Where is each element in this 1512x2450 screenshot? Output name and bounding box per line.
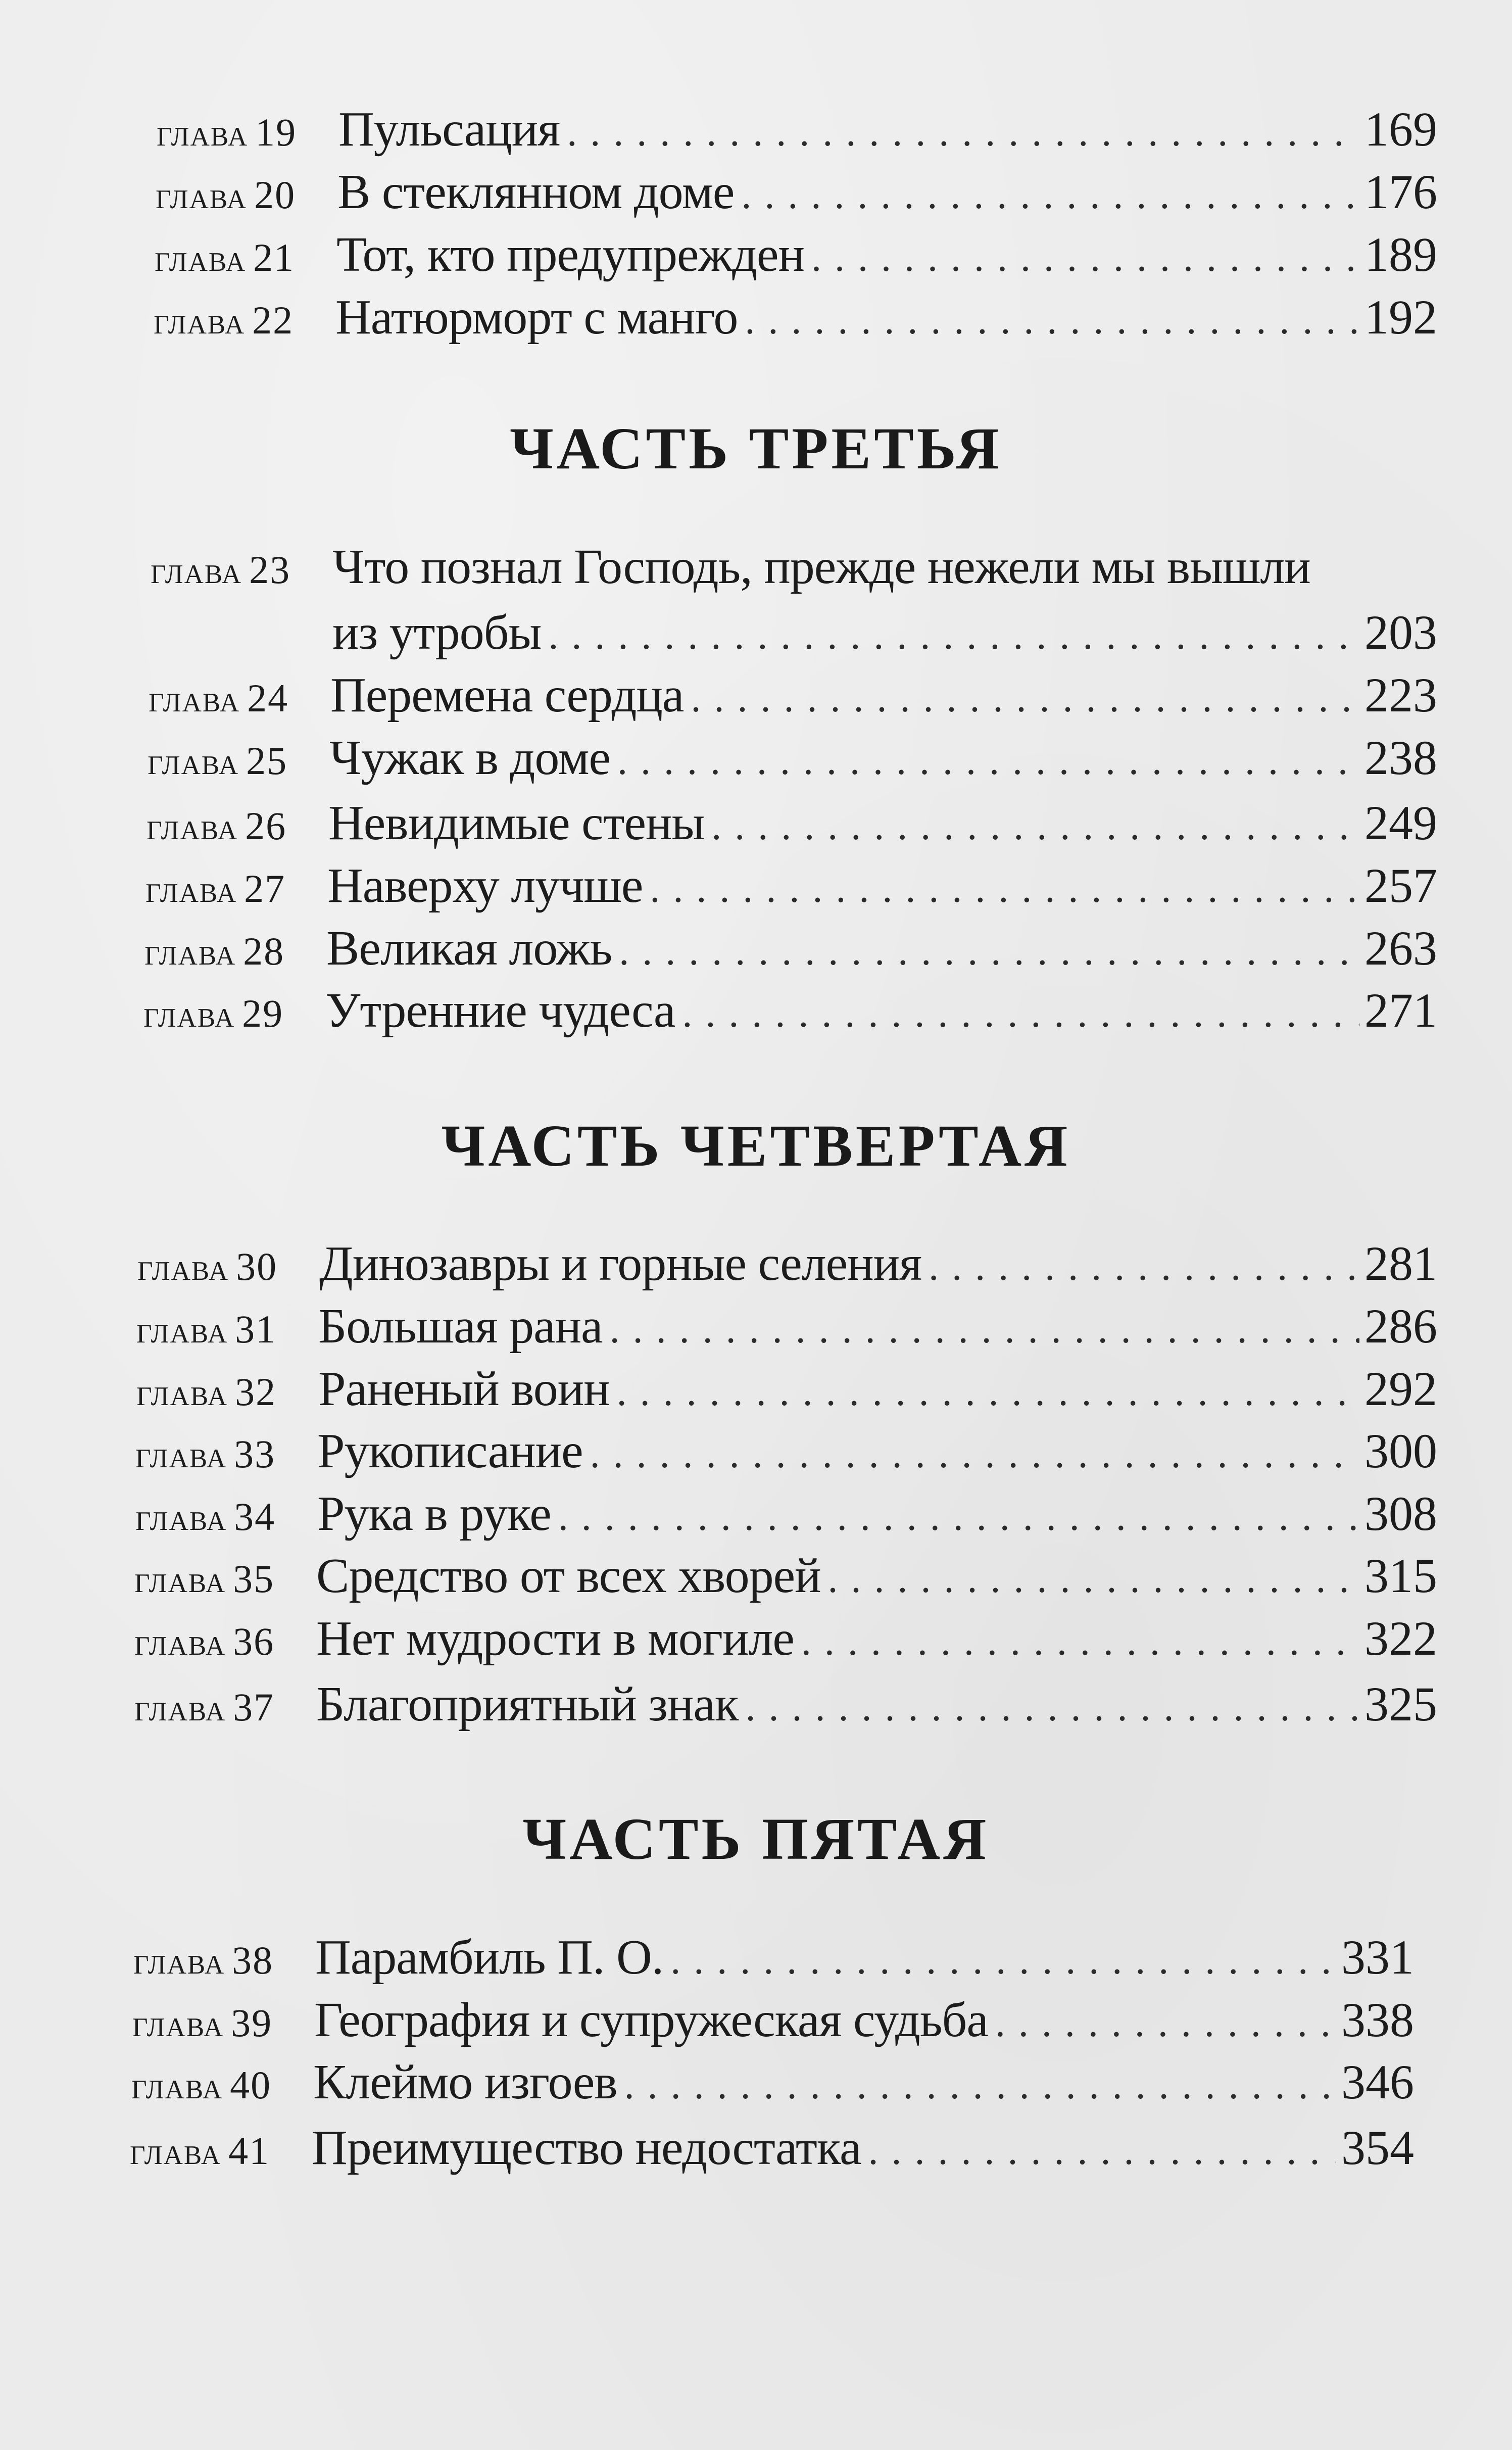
page-number: 203 — [1364, 605, 1437, 659]
chapter-title: Утренние чудеса — [325, 983, 675, 1038]
page-number: 223 — [1364, 668, 1437, 722]
chapter-label: глава 35 — [134, 1557, 275, 1601]
chapter-title: География и супружеская судьба — [314, 1993, 988, 2047]
dot-leader — [650, 866, 1359, 912]
dot-leader — [828, 1556, 1359, 1602]
dot-leader — [670, 1938, 1336, 1984]
toc-entry-35[interactable] — [134, 1548, 1437, 1608]
toc-entry-39[interactable] — [132, 1992, 1414, 2052]
chapter-title: Пульсация — [338, 102, 560, 157]
toc-entry-22[interactable] — [154, 289, 1437, 350]
chapter-title: Чужак в доме — [329, 731, 610, 785]
toc-entry-34[interactable] — [135, 1485, 1437, 1546]
page-number: 263 — [1364, 921, 1437, 975]
page-number: 176 — [1364, 165, 1437, 219]
page-number: 292 — [1364, 1362, 1437, 1416]
chapter-title: Наверху лучше — [327, 858, 643, 913]
toc-entry-41[interactable] — [130, 2120, 1414, 2180]
toc-entry-23[interactable] — [151, 539, 1363, 599]
toc-entry-25[interactable] — [148, 730, 1437, 790]
dot-leader — [617, 738, 1359, 784]
page-number: 325 — [1364, 1677, 1437, 1731]
chapter-label: глава 32 — [136, 1370, 277, 1414]
page-number: 238 — [1364, 731, 1437, 785]
chapter-label: глава 26 — [147, 804, 287, 848]
chapter-label: глава 22 — [154, 298, 294, 342]
chapter-label: глава 31 — [136, 1307, 277, 1351]
chapter-title-line1: Что познал Господь, прежде нежели мы вышли — [332, 540, 1310, 594]
toc-entry-29[interactable] — [143, 982, 1437, 1043]
chapter-title: Натюрморт с манго — [335, 290, 738, 345]
chapter-label: глава 19 — [157, 110, 297, 154]
toc-entry-20[interactable] — [156, 164, 1437, 224]
chapter-label: глава 37 — [134, 1685, 275, 1729]
chapter-title: Благоприятный знак — [316, 1677, 739, 1732]
page-number: 189 — [1364, 227, 1437, 281]
chapter-title: Большая рана — [318, 1299, 603, 1354]
dot-leader — [617, 1369, 1359, 1415]
chapter-label: глава 41 — [130, 2129, 270, 2173]
page-number: 331 — [1341, 1930, 1414, 1984]
chapter-title: Клеймо изгоев — [313, 2055, 617, 2109]
page-number: 308 — [1364, 1486, 1437, 1541]
toc-entry-27[interactable] — [145, 857, 1437, 918]
toc-entry-21[interactable] — [155, 226, 1437, 287]
dot-leader — [741, 172, 1359, 218]
page-number: 315 — [1364, 1549, 1437, 1603]
dot-leader — [558, 1494, 1359, 1540]
part-heading-three: ЧАСТЬ ТРЕТЬЯ — [510, 415, 1002, 482]
chapter-label: глава 27 — [145, 867, 286, 910]
dot-leader — [590, 1431, 1359, 1477]
dot-leader — [610, 1307, 1359, 1353]
dot-leader — [801, 1619, 1359, 1665]
page-number: 281 — [1364, 1236, 1437, 1290]
toc-entry-30[interactable] — [137, 1235, 1437, 1296]
chapter-title: В стеклянном доме — [337, 165, 735, 219]
chapter-label: глава 39 — [132, 2001, 273, 2045]
dot-leader — [548, 613, 1359, 659]
toc-entry-24[interactable] — [149, 667, 1437, 728]
page-number: 322 — [1364, 1611, 1437, 1665]
chapter-title: Динозавры и горные селения — [319, 1236, 922, 1291]
chapter-label: глава 30 — [137, 1244, 278, 1288]
toc-entry-32[interactable] — [136, 1361, 1437, 1421]
chapter-label: глава 24 — [149, 676, 289, 720]
chapter-label: глава 28 — [144, 929, 285, 973]
chapter-title: Рука в руке — [317, 1486, 551, 1541]
chapter-title-line2: из утробы — [332, 605, 542, 660]
chapter-title: Раненый воин — [318, 1362, 610, 1416]
chapter-title: Преимущество недостатка — [312, 2121, 861, 2175]
chapter-label: глава 25 — [148, 739, 288, 783]
page-number: 300 — [1364, 1424, 1437, 1478]
page-number: 257 — [1364, 858, 1437, 912]
dot-leader — [711, 803, 1359, 849]
page-number: 169 — [1364, 102, 1437, 156]
part-heading-four: ЧАСТЬ ЧЕТВЕРТАЯ — [441, 1113, 1071, 1179]
chapter-label: глава 34 — [135, 1495, 276, 1539]
chapter-label: глава 21 — [155, 235, 295, 279]
dot-leader — [868, 2128, 1336, 2174]
toc-entry-31[interactable] — [136, 1298, 1437, 1359]
dot-leader — [995, 2000, 1336, 2046]
chapter-title: Перемена сердца — [330, 668, 684, 723]
page-number: 338 — [1341, 1993, 1414, 2047]
chapter-title: Нет мудрости в могиле — [316, 1611, 794, 1666]
part-heading-five: ЧАСТЬ ПЯТАЯ — [522, 1806, 990, 1872]
dot-leader — [929, 1244, 1359, 1290]
chapter-title: Тот, кто предупрежден — [336, 227, 804, 282]
chapter-label: глава 23 — [151, 548, 291, 592]
chapter-title: Парамбиль П. О. — [315, 1930, 664, 1985]
page-number: 346 — [1341, 2055, 1414, 2109]
chapter-label: глава 20 — [156, 173, 296, 217]
toc-entry-28[interactable] — [144, 920, 1437, 981]
toc-entry-40[interactable] — [131, 2054, 1414, 2115]
dot-leader — [811, 235, 1359, 281]
dot-leader — [745, 1685, 1359, 1731]
dot-leader — [745, 298, 1359, 344]
chapter-label: глава 33 — [135, 1432, 276, 1476]
page-number: 286 — [1364, 1299, 1437, 1353]
chapter-label: глава 40 — [131, 2063, 272, 2107]
toc-entry-36[interactable] — [134, 1610, 1437, 1671]
toc-entry-33[interactable] — [135, 1423, 1437, 1483]
toc-entry-38[interactable] — [133, 1929, 1414, 1990]
dot-leader — [567, 110, 1359, 156]
dot-leader — [624, 2062, 1336, 2108]
chapter-title: Невидимые стены — [328, 796, 705, 850]
toc-entry-37[interactable] — [134, 1676, 1437, 1737]
page-number: 354 — [1341, 2121, 1414, 2175]
chapter-title: Средство от всех хворей — [316, 1549, 821, 1603]
page-number: 249 — [1364, 796, 1437, 850]
chapter-label: глава 29 — [143, 991, 284, 1035]
page-number: 271 — [1364, 983, 1437, 1037]
page-number: 192 — [1364, 290, 1437, 344]
toc-entry-26[interactable] — [147, 795, 1437, 855]
toc-entry-19[interactable] — [157, 101, 1437, 162]
dot-leader — [691, 676, 1359, 722]
toc-entry-23-continued[interactable] — [332, 604, 1437, 665]
dot-leader — [619, 929, 1359, 975]
chapter-label: глава 36 — [134, 1619, 275, 1663]
chapter-title: Великая ложь — [326, 921, 612, 976]
chapter-title: Рукописание — [317, 1424, 583, 1478]
chapter-label: глава 38 — [133, 1938, 274, 1982]
dot-leader — [682, 991, 1359, 1037]
